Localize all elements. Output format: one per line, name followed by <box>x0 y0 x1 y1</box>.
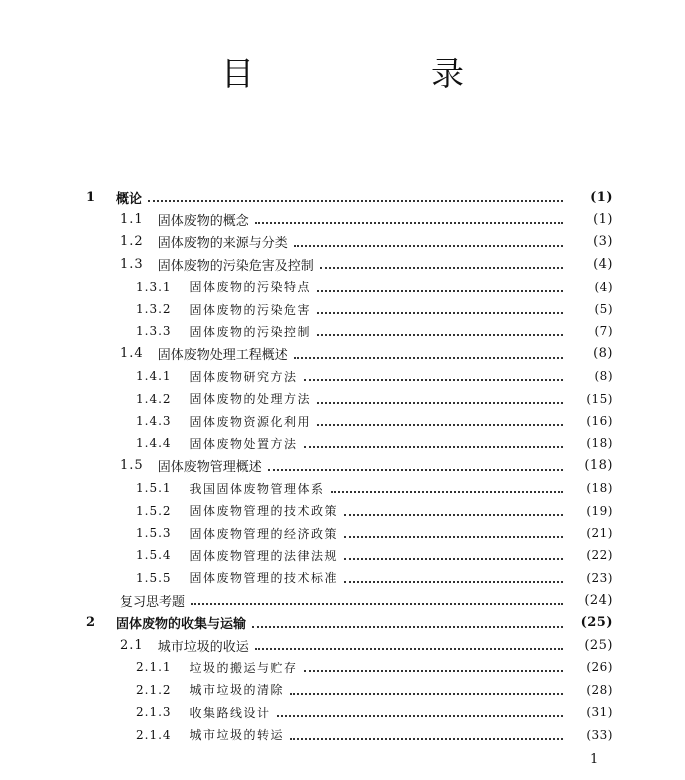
toc-entry-number: 1.4.4 <box>136 436 172 451</box>
toc-entry-page: (33) <box>586 727 613 742</box>
dot-leader <box>294 245 563 247</box>
toc-entry <box>0 544 685 566</box>
toc-entry-title: 固体废物的污染控制 <box>189 324 312 339</box>
dot-leader <box>317 424 563 426</box>
toc-entry <box>0 253 685 275</box>
toc-entry-number: 1.5.5 <box>136 570 172 585</box>
toc-entry <box>0 522 685 544</box>
toc-entry-title: 固体废物管理概述 <box>157 460 262 476</box>
toc-entry <box>0 589 685 611</box>
toc-entry-number: 1.3.1 <box>136 279 172 294</box>
toc-entry-number: 2.1 <box>120 637 144 653</box>
toc-entry-number: 1.4.3 <box>136 414 172 428</box>
dot-leader <box>304 379 563 381</box>
toc-entry-number: 1.5.4 <box>136 548 172 563</box>
dot-leader <box>290 693 563 695</box>
toc-entry-number: 1.5 <box>120 458 144 474</box>
toc-entry-page: (1) <box>593 211 613 227</box>
toc-entry-title: 固体废物的污染特点 <box>189 280 312 295</box>
dot-leader <box>344 536 563 538</box>
toc-entry-title: 城市垃圾的清除 <box>189 683 285 698</box>
toc-entry-page: (4) <box>593 256 613 272</box>
dot-leader <box>294 357 563 359</box>
toc-entry <box>0 410 685 432</box>
toc-entry-number: 1.4.2 <box>136 391 172 406</box>
toc-entry-page: (5) <box>594 302 613 316</box>
dot-leader <box>344 558 563 560</box>
toc-entry-title: 垃圾的搬运与贮存 <box>189 660 298 675</box>
toc-entry-title: 固体废物的来源与分类 <box>157 236 288 252</box>
toc-entry-page: (4) <box>594 279 613 294</box>
toc-entry-title: 我国固体废物管理体系 <box>189 481 325 496</box>
toc-entry-title: 固体废物管理的技术标准 <box>189 571 339 586</box>
toc-entry-number: 1.3 <box>120 256 144 272</box>
toc-entry-number: 1.4 <box>120 346 144 362</box>
toc-entry-number: 2 <box>86 615 97 631</box>
toc-entry-page: (24) <box>584 592 613 608</box>
toc-entry-title: 固体废物的收集与运输 <box>116 617 247 633</box>
toc-entry-title: 固体废物资源化利用 <box>189 414 312 429</box>
toc-entry <box>0 186 685 208</box>
dot-leader <box>304 446 563 448</box>
toc-entry-number: 1.3.2 <box>136 302 172 316</box>
toc-entry <box>0 231 685 253</box>
toc-entry-title: 固体废物处理工程概述 <box>157 348 288 364</box>
toc-entry-number: 1.1 <box>120 211 144 227</box>
dot-leader <box>344 581 563 583</box>
toc-entry-number: 1.5.2 <box>136 503 172 518</box>
toc-entry-number: 1.3.3 <box>136 324 172 339</box>
dot-leader <box>290 738 563 740</box>
toc-entry-title: 复习思考题 <box>120 594 186 610</box>
toc-entry-page: (18) <box>584 458 613 474</box>
dot-leader <box>317 334 563 336</box>
dot-leader <box>331 491 563 493</box>
toc-entry <box>0 477 685 499</box>
toc-entry <box>0 432 685 454</box>
dot-leader <box>320 267 563 269</box>
page-title: 目 录 <box>221 54 536 93</box>
toc-entry-title: 城市垃圾的转运 <box>189 728 285 743</box>
toc-entry <box>0 724 685 746</box>
toc-entry-title: 固体废物处置方法 <box>189 436 298 451</box>
toc-entry-page: (8) <box>594 369 613 384</box>
toc-entry-number: 1.5.1 <box>136 481 172 496</box>
toc-entry-page: (23) <box>586 570 613 585</box>
toc-entry-title: 固体废物研究方法 <box>189 369 298 384</box>
dot-leader <box>317 312 563 314</box>
toc-entry <box>0 298 685 320</box>
toc-entry-title: 固体废物管理的法律法规 <box>189 548 339 563</box>
toc-entry-page: (16) <box>586 414 613 428</box>
dot-leader <box>317 402 563 404</box>
toc-entry-number: 1.2 <box>120 234 144 250</box>
dot-leader <box>255 222 563 224</box>
toc-entry-title: 固体废物的概念 <box>157 213 249 229</box>
toc-entry <box>0 388 685 410</box>
toc-entry-page: (31) <box>586 705 613 720</box>
toc-entry <box>0 656 685 678</box>
dot-leader <box>252 626 563 628</box>
toc-entry <box>0 276 685 298</box>
dot-leader <box>268 469 563 471</box>
toc-entry-page: (7) <box>594 324 613 339</box>
toc-entry-page: (8) <box>593 346 613 362</box>
toc-entry-page: (1) <box>590 189 613 205</box>
toc-entry-page: (19) <box>586 503 613 518</box>
toc-entry-number: 2.1.1 <box>136 660 172 675</box>
toc-entry-title: 固体废物的污染危害及控制 <box>157 258 314 274</box>
toc-entry-title: 固体废物的处理方法 <box>189 392 312 407</box>
dot-leader <box>317 290 563 292</box>
dot-leader <box>344 514 563 516</box>
toc-entry <box>0 701 685 723</box>
toc-entry-title: 概论 <box>116 191 143 207</box>
toc-entry-page: (3) <box>593 234 613 250</box>
toc-entry <box>0 343 685 365</box>
toc-entry <box>0 208 685 230</box>
toc-entry <box>0 320 685 342</box>
dot-leader <box>304 670 563 672</box>
toc-entry-page: (26) <box>586 660 613 675</box>
toc-entry-number: 1.5.3 <box>136 526 172 540</box>
dot-leader <box>277 715 563 717</box>
toc-entry-page: (22) <box>586 548 613 563</box>
toc-entry-page: (18) <box>586 481 613 496</box>
toc-entry <box>0 500 685 522</box>
toc-entry-title: 固体废物的污染危害 <box>189 302 312 317</box>
toc-entry <box>0 634 685 656</box>
toc-entry-title: 固体废物管理的技术政策 <box>189 504 339 519</box>
toc-entry-page: (15) <box>586 391 613 406</box>
toc-entry <box>0 365 685 387</box>
toc-entry <box>0 567 685 589</box>
toc-entry-page: (21) <box>586 526 613 540</box>
toc-entry-title: 收集路线设计 <box>189 705 271 720</box>
dot-leader <box>255 648 563 650</box>
toc-entry-number: 2.1.3 <box>136 705 172 720</box>
toc-entry-number: 2.1.2 <box>136 682 172 697</box>
toc-entry-page: (25) <box>584 637 613 653</box>
toc-entry-number: 1.4.1 <box>136 369 172 384</box>
toc-entry-number: 2.1.4 <box>136 727 172 742</box>
toc-entry-number: 1 <box>86 189 97 205</box>
dot-leader <box>191 603 563 605</box>
toc-entry <box>0 612 685 634</box>
toc-entry-title: 城市垃圾的收运 <box>157 639 249 655</box>
toc-entry-page: (18) <box>586 436 613 451</box>
toc-entry <box>0 679 685 701</box>
dot-leader <box>148 200 563 202</box>
toc-entry-title: 固体废物管理的经济政策 <box>189 526 339 541</box>
page-number: 1 <box>590 752 599 767</box>
toc-entry-page: (28) <box>586 682 613 697</box>
toc-entry-page: (25) <box>580 615 613 631</box>
toc-entry <box>0 455 685 477</box>
